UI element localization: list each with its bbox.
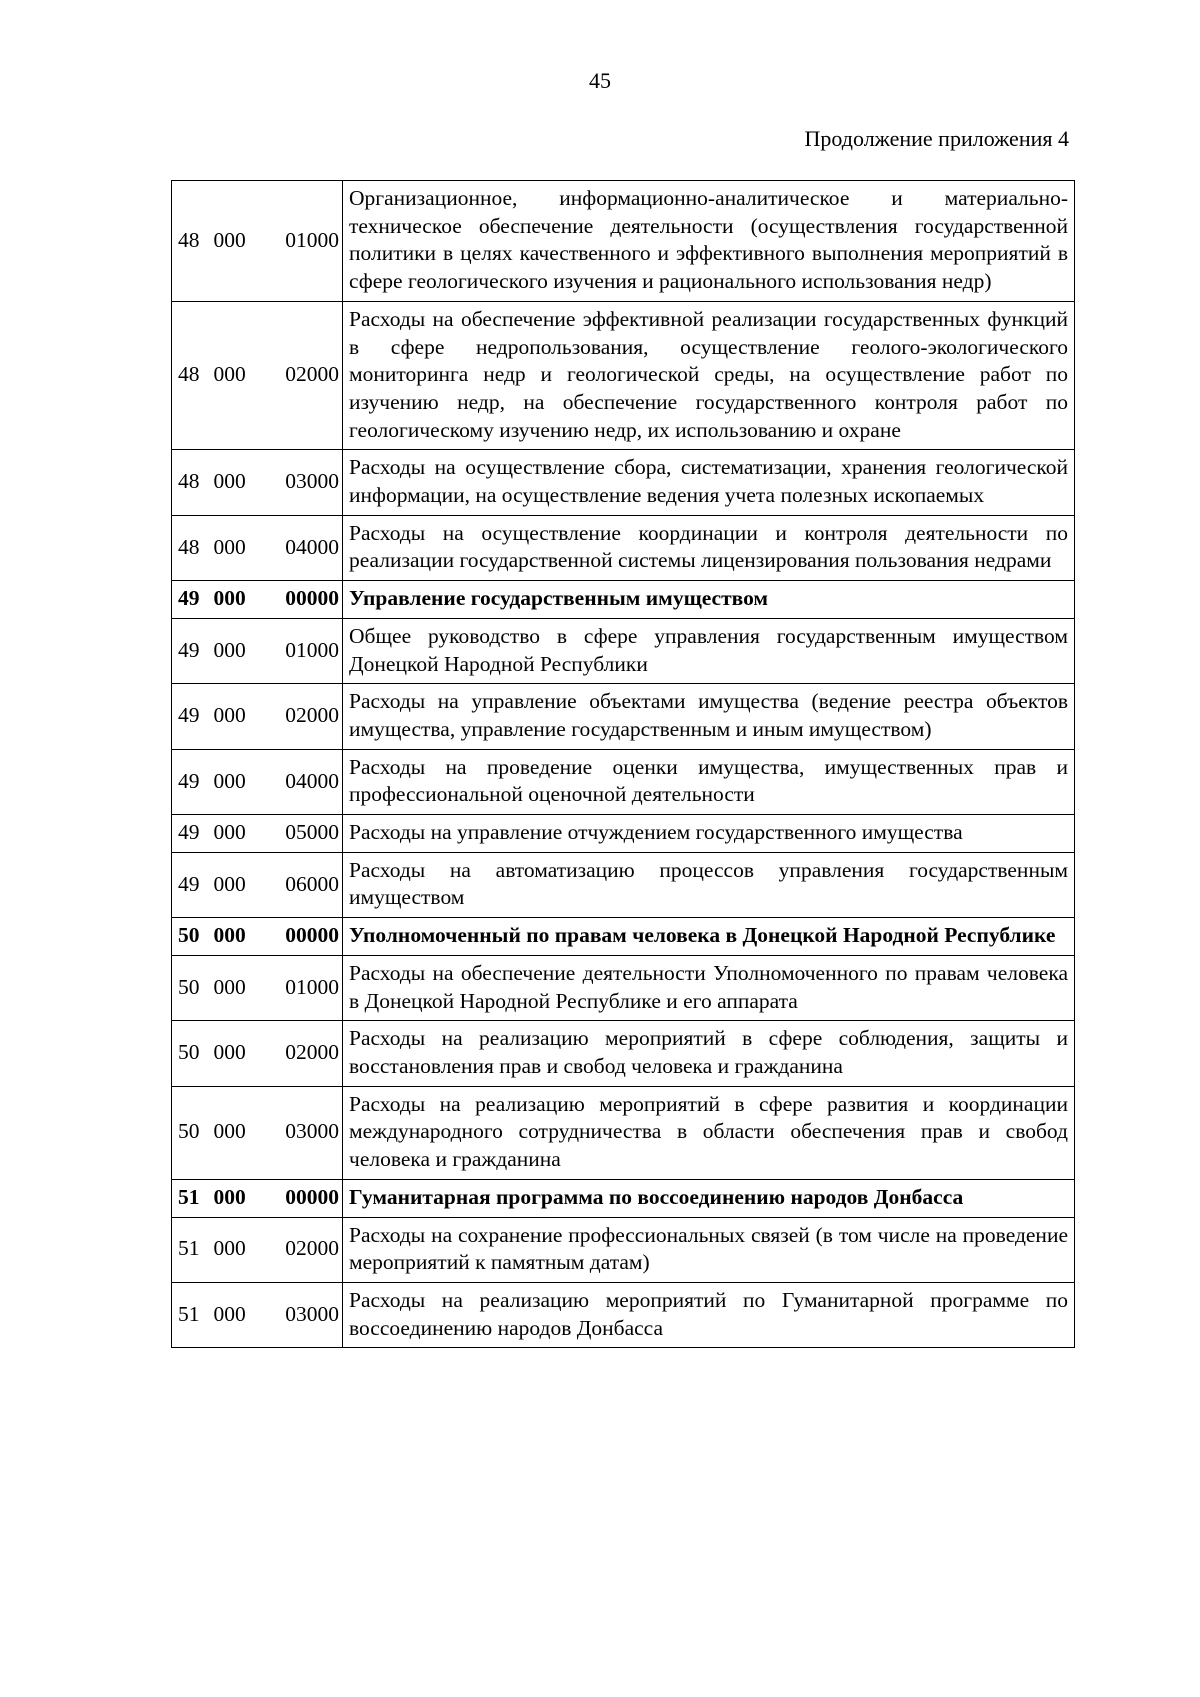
code-part-3: 03000 (285, 1119, 339, 1144)
code-part-1: 49 (178, 871, 200, 896)
expense-description-cell: Организационное, информационно-аналитическое и материально-техническое обеспечение деятельности (осуществления государственной политики в целях качественного и эффективного выполнения мероприятий в сфере геологического изучения и рационального использования недр) (343, 181, 1075, 302)
classification-code-cell (172, 450, 343, 515)
code-part-1: 49 (178, 703, 200, 728)
code-part-2: 000 (213, 703, 246, 728)
classification-code-cell (172, 301, 343, 450)
classification-code-cell (172, 955, 343, 1020)
classification-code-cell (172, 618, 343, 683)
code-part-1: 50 (178, 974, 200, 999)
code-part-2: 000 (213, 1184, 246, 1209)
table-row (172, 1086, 1075, 1179)
classification-code-cell (172, 1282, 343, 1347)
code-part-1: 48 (178, 534, 200, 559)
code-part-2: 000 (213, 871, 246, 896)
table-row (172, 181, 1075, 302)
classification-code-cell (172, 918, 343, 956)
code-part-3: 03000 (285, 1301, 339, 1326)
code-part-2: 000 (213, 586, 246, 611)
table-row (172, 1021, 1075, 1086)
table-row (172, 955, 1075, 1020)
table-row (172, 515, 1075, 580)
code-part-3: 00000 (285, 1184, 339, 1209)
code-part-2: 000 (213, 227, 246, 252)
classification-code-cell (172, 852, 343, 917)
expense-description-cell: Расходы на обеспечение эффективной реализации государственных функций в сфере недропользования, осуществление геолого-экологического мониторинга недр и геологической среды, на осуществление работ по изучению недр, на обеспечение государственного контроля работ по геологическому изучению недр, их использованию и охране (343, 301, 1075, 450)
expense-description-cell: Уполномоченный по правам человека в Донецкой Народной Республике (343, 918, 1075, 956)
expense-description-cell: Расходы на обеспечение деятельности Уполномоченного по правам человека в Донецкой Народной Республике и его аппарата (343, 955, 1075, 1020)
classification-code-cell (172, 684, 343, 749)
code-part-1: 49 (178, 637, 200, 662)
code-part-1: 50 (178, 1040, 200, 1065)
table-section-row (172, 918, 1075, 956)
table-row (172, 852, 1075, 917)
code-part-3: 04000 (285, 534, 339, 559)
code-part-1: 49 (178, 586, 200, 611)
code-part-3: 00000 (285, 923, 339, 948)
appendix-caption: Продолжение приложения 4 (804, 126, 1069, 151)
table-row (172, 1282, 1075, 1347)
code-part-3: 00000 (285, 586, 339, 611)
expense-description-cell: Расходы на управление отчуждением государственного имущества (343, 815, 1075, 853)
table-row (172, 618, 1075, 683)
code-part-2: 000 (213, 1236, 246, 1261)
table-section-row (172, 581, 1075, 619)
classification-code-cell (172, 1086, 343, 1179)
code-part-1: 49 (178, 820, 200, 845)
table-row (172, 301, 1075, 450)
classification-code-cell (172, 1179, 343, 1217)
classification-code-cell (172, 1217, 343, 1282)
code-part-2: 000 (213, 1040, 246, 1065)
code-part-1: 49 (178, 768, 200, 793)
code-part-1: 51 (178, 1301, 200, 1326)
budget-classification-table (171, 180, 1075, 1348)
table-row (172, 749, 1075, 814)
table-row (172, 815, 1075, 853)
code-part-3: 01000 (285, 974, 339, 999)
code-part-3: 04000 (285, 768, 339, 793)
code-part-3: 02000 (285, 1040, 339, 1065)
classification-code-cell (172, 181, 343, 302)
classification-code-cell (172, 749, 343, 814)
expense-description-cell: Расходы на осуществление координации и контроля деятельности по реализации государственной системы лицензирования пользования недрами (343, 515, 1075, 580)
expense-description-cell: Расходы на реализацию мероприятий в сфере соблюдения, защиты и восстановления прав и свобод человека и гражданина (343, 1021, 1075, 1086)
code-part-2: 000 (213, 362, 246, 387)
code-part-3: 01000 (285, 637, 339, 662)
expense-description-cell: Расходы на автоматизацию процессов управления государственным имуществом (343, 852, 1075, 917)
expense-description-cell: Общее руководство в сфере управления государственным имуществом Донецкой Народной Республики (343, 618, 1075, 683)
code-part-2: 000 (213, 534, 246, 559)
classification-code-cell (172, 815, 343, 853)
table-section-row (172, 1179, 1075, 1217)
expense-description-cell: Расходы на проведение оценки имущества, имущественных прав и профессиональной оценочной деятельности (343, 749, 1075, 814)
code-part-2: 000 (213, 768, 246, 793)
expense-description-cell: Расходы на реализацию мероприятий в сфере развития и координации международного сотрудничества в области обеспечения прав и свобод человека и гражданина (343, 1086, 1075, 1179)
classification-code-cell (172, 1021, 343, 1086)
code-part-3: 02000 (285, 1236, 339, 1261)
expense-description-cell: Расходы на реализацию мероприятий по Гуманитарной программе по воссоединению народов Донбасса (343, 1282, 1075, 1347)
code-part-1: 51 (178, 1236, 200, 1261)
expense-description-cell: Гуманитарная программа по воссоединению народов Донбасса (343, 1179, 1075, 1217)
table-row (172, 684, 1075, 749)
code-part-2: 000 (213, 1119, 246, 1144)
code-part-3: 02000 (285, 362, 339, 387)
code-part-3: 03000 (285, 469, 339, 494)
code-part-3: 01000 (285, 227, 339, 252)
page-number: 45 (589, 68, 611, 93)
classification-code-cell (172, 515, 343, 580)
code-part-3: 02000 (285, 703, 339, 728)
code-part-1: 48 (178, 469, 200, 494)
code-part-1: 48 (178, 362, 200, 387)
expense-description-cell: Расходы на сохранение профессиональных связей (в том числе на проведение мероприятий к памятным датам) (343, 1217, 1075, 1282)
code-part-2: 000 (213, 974, 246, 999)
code-part-2: 000 (213, 923, 246, 948)
table-row (172, 450, 1075, 515)
table-body (172, 181, 1075, 1348)
code-part-1: 51 (178, 1184, 200, 1209)
code-part-3: 05000 (285, 820, 339, 845)
code-part-2: 000 (213, 820, 246, 845)
expense-description-cell: Управление государственным имуществом (343, 581, 1075, 619)
expense-description-cell: Расходы на осуществление сбора, систематизации, хранения геологической информации, на осуществление ведения учета полезных ископаемых (343, 450, 1075, 515)
table-row (172, 1217, 1075, 1282)
code-part-3: 06000 (285, 871, 339, 896)
code-part-2: 000 (213, 637, 246, 662)
code-part-1: 48 (178, 227, 200, 252)
classification-code-cell (172, 581, 343, 619)
expense-description-cell: Расходы на управление объектами имущества (ведение реестра объектов имущества, управление государственным и иным имуществом) (343, 684, 1075, 749)
code-part-2: 000 (213, 469, 246, 494)
code-part-1: 50 (178, 923, 200, 948)
code-part-1: 50 (178, 1119, 200, 1144)
code-part-2: 000 (213, 1301, 246, 1326)
